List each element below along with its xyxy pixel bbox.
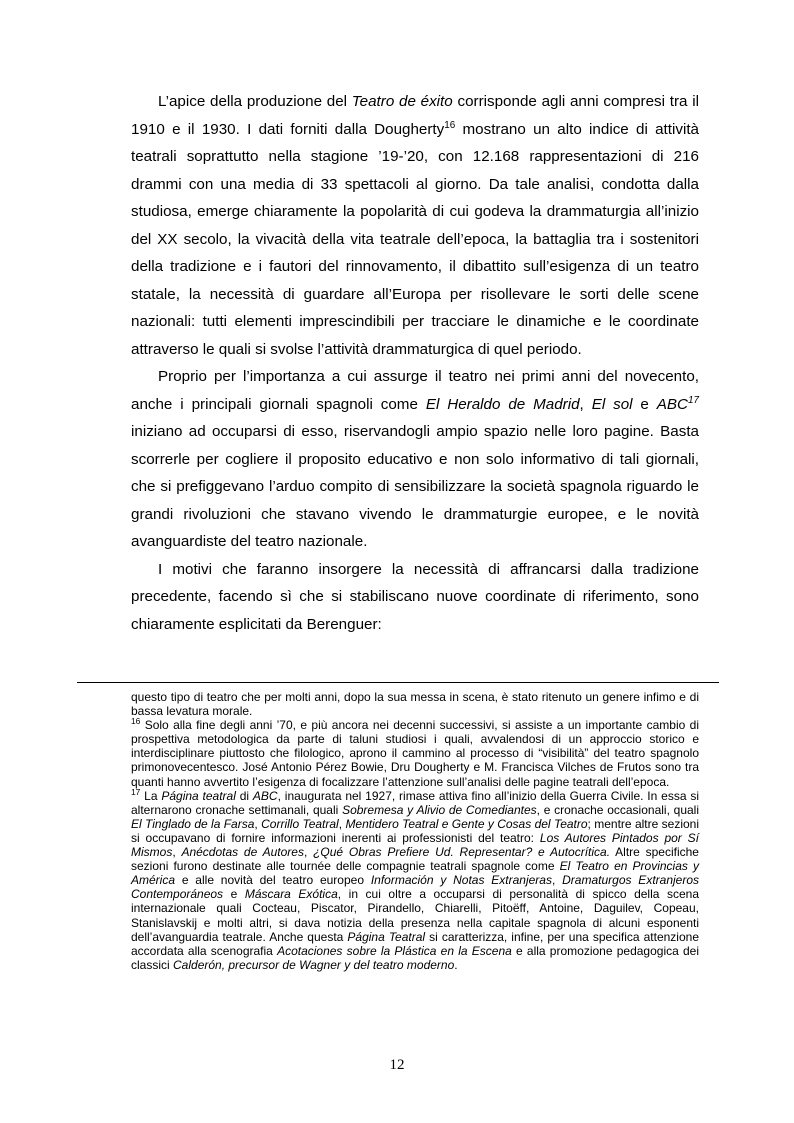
italic-title: ¿Qué Obras Prefiere Ud. Representar? e Autocrítica. <box>313 845 611 860</box>
text-run: e <box>223 887 245 902</box>
text-run: e alla promozione pedagogica dei classici <box>131 943 700 972</box>
text-run: si caratterizza, infine, per una specifica attenzione accordata alla scenografia <box>131 929 699 958</box>
text-run: mostrano un alto indice di attività teatrali soprattutto nella stagione ’19-’20, con 12.168 rappresentazioni di 216 drammi con una media di 33 spettacoli al giorno. Da tale analisi, condotta dalla studiosa, emerge chiaramente la popolarità di cui godeva la drammaturgia all’inizio del XX secolo, la vivacità della vita teatrale dell’epoca, la battaglia tra i sostenitori della tradizione e i fautori del rinnovamento, il dibattito sull’esigenza di un teatro statale, la necessità di guardare all’Europa per risollevare le sorti delle scene nazionali: tutti elementi imprescindibili per tracciare le dinamiche e le coordinate attraverso le quali si svolse l’attività drammaturgica di quel periodo. <box>131 120 700 358</box>
text-run: La <box>140 788 162 803</box>
text-run: di <box>235 788 253 803</box>
footnote-number: 17 <box>131 786 141 797</box>
italic-title: Acotaciones sobre la Plástica en la Escena <box>277 943 512 958</box>
page-number: 12 <box>389 1057 405 1073</box>
text-run: ; mentre altre sezioni si occupavano di fornire informazioni inerenti ai professionisti del teatro: <box>131 816 700 845</box>
italic-title: Página teatral <box>161 788 236 803</box>
italic-title: Máscara Exótica <box>244 887 338 902</box>
italic-title: Los Autores Pintados por Sí Mismos <box>131 830 700 860</box>
footnote-continuation <box>131 690 699 718</box>
footnote-16 <box>131 718 699 788</box>
footnote-17 <box>131 786 700 972</box>
text-run: Solo alla fine degli anni ’70, e più ancora nei decenni successivi, si assiste a un importante cambio di prospettiva metodologica da parte di taluni studiosi i quali, avvalendosi di un approccio storico e interdisciplinare piuttosto che filologico, aprono il cammino al processo di “visibilità” del teatro spagnolo primonovecentesco. José Antonio Pérez Bowie, Dru Dougherty e M. Francisca Vilches de Frutos sono tra quanti hanno avvertito l’esigenza di focalizzare l’attenzione sull’analisi delle pagine teatrali dell’epoca. <box>131 718 699 789</box>
footnote-ref-number: 17 <box>688 394 699 406</box>
paragraph-3 <box>131 556 699 639</box>
main-text <box>131 88 699 638</box>
italic-title: ABC <box>656 395 689 413</box>
footnote-ref-17[interactable] <box>688 394 699 405</box>
footnote-separator <box>77 682 719 683</box>
paragraph-1 <box>131 88 699 363</box>
text-run: , <box>579 395 592 413</box>
italic-title: El Teatro en Provincias y América <box>131 859 699 888</box>
italic-title: Calderón, precursor de Wagner y del teatro moderno <box>173 957 455 972</box>
text-run: , in cui oltre a occuparsi di personalità di spicco della scena internazionale quali Cocteau, Piscator, Pirandello, Chiarelli, Pitoëff, Antoine, Daguilev, Copeau, Stanislavskij e molti altri, si dava notizia della presenza nella capitale spagnola di alcuni esponenti dell’avanguardia teatrale. Anche questa <box>131 887 699 944</box>
text-run: . <box>454 957 458 972</box>
text-run: Proprio per l’importanza a cui assurge il teatro nei primi anni del novecento, anche i principali giornali spagnoli come <box>131 368 699 413</box>
text-run: , e cronache occasionali, quali <box>536 802 699 817</box>
italic-title: El Tinglado de la Farsa <box>131 816 255 831</box>
italic-title: Anécdotas de Autores <box>181 845 304 860</box>
text-run: questo tipo di teatro che per molti anni, dopo la sua messa in scena, è stato ritenuto un genere infimo e di bassa levatura morale. <box>131 690 699 719</box>
footnote-number: 16 <box>131 716 141 727</box>
italic-title: El Heraldo de Madrid <box>425 395 580 413</box>
italic-title: Corrillo Teatral <box>261 816 339 831</box>
italic-title: Información y Notas Extranjeras <box>370 873 552 888</box>
italic-title: Dramaturgos Extranjeros Contemporáneos <box>131 873 699 902</box>
footnotes <box>131 690 699 972</box>
footnote-ref-16[interactable]: 16 <box>444 119 456 131</box>
text-run: , <box>172 845 182 860</box>
italic-title: Sobremesa y Alivio de Comediantes <box>342 802 537 817</box>
italic-title: ABC <box>252 788 278 803</box>
text-run: , <box>303 845 314 860</box>
text-run: Altre specifiche sezioni furono destinate alle tournée delle compagnie teatrali spagnole come <box>131 845 699 874</box>
text-run: e <box>632 395 657 413</box>
text-run: , <box>338 816 346 831</box>
text-run: L’apice della produzione del <box>158 93 352 110</box>
text-run: , <box>551 873 563 888</box>
italic-title: Página Teatral <box>347 929 426 944</box>
italic-title: Teatro de éxito <box>351 93 453 110</box>
paragraph-2 <box>131 363 699 556</box>
text-run: , inaugurata nel 1927, rimase attiva fino all’inizio della Guerra Civile. In essa si alternarono cronache settimanali, quali <box>131 788 699 817</box>
text-run: corrisponde agli anni compresi tra il 1910 e il 1930. I dati forniti dalla Dougherty <box>131 93 699 138</box>
text-run: e alle novità del teatro europeo <box>175 873 371 888</box>
italic-title: El sol <box>591 395 633 413</box>
italic-title: Mentidero Teatral e Gente y Cosas del Teatro <box>345 816 588 831</box>
text-run: I motivi che faranno insorgere la necessità di affrancarsi dalla tradizione precedente, facendo sì che si stabiliscano nuove coordinate di riferimento, sono chiaramente esplicitati da Berenguer: <box>131 560 699 633</box>
text-run: , <box>254 816 262 831</box>
text-run: iniziano ad occuparsi di esso, riservandogli ampio spazio nelle loro pagine. Basta scorrerle per cogliere il proposito educativo e non solo informativo di tali giornali, che si prefiggevano l’arduo compito di sensibilizzare la società spagnola riguardo le grandi rivoluzioni che stavano vivendo le drammaturgie europee, e le novità avanguardiste del teatro nazionale. <box>131 423 699 550</box>
